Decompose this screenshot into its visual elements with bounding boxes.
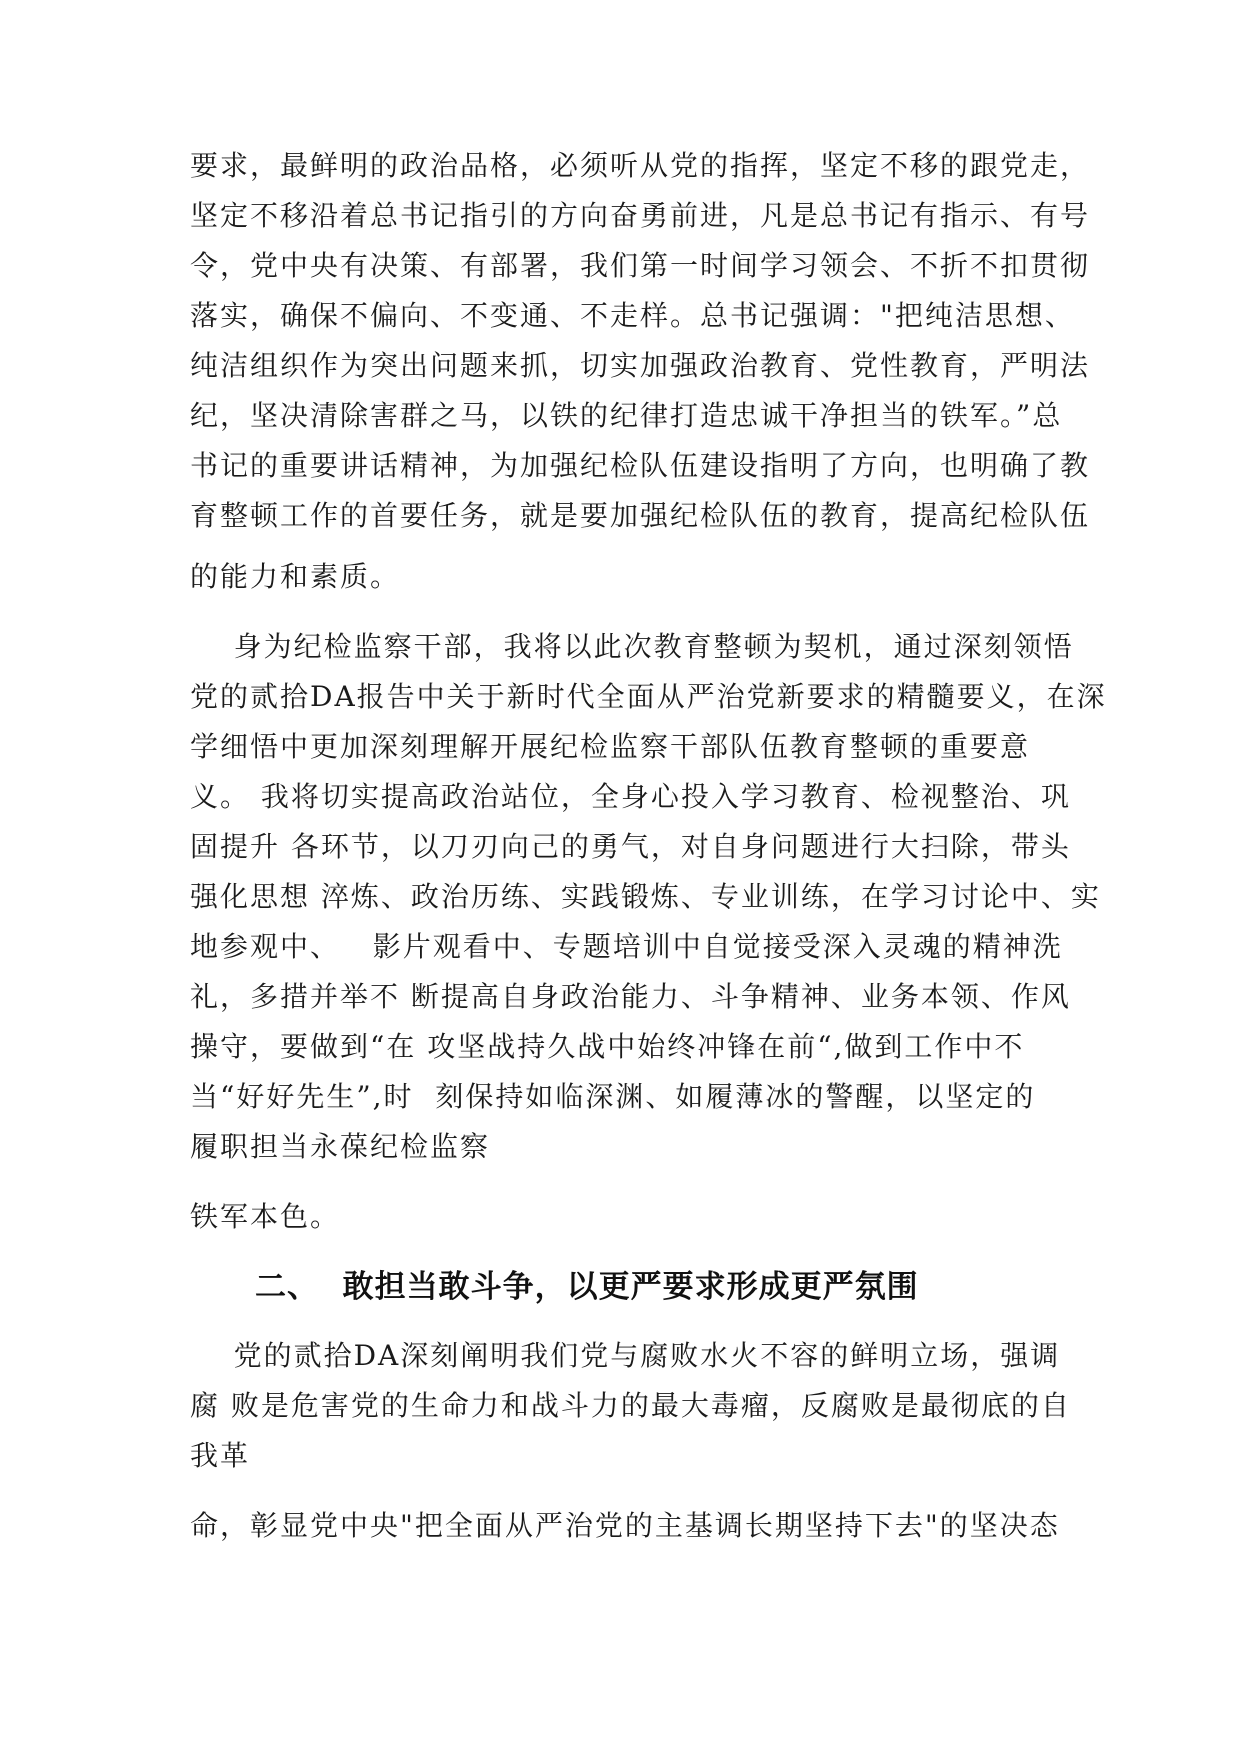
- body-text-line: 铁军本色。: [190, 1200, 341, 1233]
- body-text-line: 要求，最鲜明的政治品格，必须听从党的指挥，坚定不移的跟党走，: [190, 149, 1091, 182]
- body-text-line: 身为纪检监察干部，我将以此次教育整顿为契机，通过深刻领悟: [190, 630, 1074, 663]
- body-text-line: 地参观中、 影片观看中、专题培训中自觉接受深入灵魂的精神洗: [190, 930, 1063, 963]
- body-text-line: 礼，多措并举不 断提高自身政治能力、斗争精神、业务本领、作风: [190, 980, 1071, 1013]
- body-text-line: 我革: [190, 1439, 251, 1472]
- body-text-line: 强化思想 淬炼、政治历练、实践锻炼、专业训练，在学习讨论中、实: [190, 880, 1101, 913]
- body-text-line: 操守，要做到“在 攻坚战持久战中始终冲锋在前“,做到工作中不: [190, 1030, 1025, 1063]
- body-text-line: 坚定不移沿着总书记指引的方向奋勇前进，凡是总书记有指示、有号: [190, 199, 1091, 232]
- body-text-line: 命，彰显党中央"把全面从严治党的主基调长期坚持下去"的坚决态: [190, 1509, 1060, 1542]
- body-text-line: 的能力和素质。: [190, 560, 401, 593]
- body-text-line: 纯洁组织作为突出问题来抓，切实加强政治教育、党性教育，严明法: [190, 349, 1091, 382]
- body-text-line: 当“好好先生”,时 刻保持如临深渊、如履薄冰的警醒，以坚定的: [190, 1080, 1036, 1113]
- body-text-line: 令，党中央有决策、有部署，我们第一时间学习领会、不折不扣贯彻: [190, 249, 1091, 282]
- body-text-line: 固提升 各环节，以刀刃向己的勇气，对自身问题进行大扫除，带头: [190, 830, 1071, 863]
- body-text-line: 党的贰拾DA报告中关于新时代全面从严治党新要求的精髓要义，在深: [190, 680, 1107, 713]
- body-text-line: 学细悟中更加深刻理解开展纪检监察干部队伍教育整顿的重要意: [190, 730, 1031, 763]
- body-text-line: 党的贰拾DA深刻阐明我们党与腐败水火不容的鲜明立场，强调: [190, 1339, 1061, 1372]
- body-text-line: 育整顿工作的首要任务，就是要加强纪检队伍的教育，提高纪检队伍: [190, 499, 1091, 532]
- body-text-line: 腐 败是危害党的生命力和战斗力的最大毒瘤，反腐败是最彻底的自: [190, 1389, 1071, 1422]
- body-text-line: 纪，坚决清除害群之马，以铁的纪律打造忠诚干净担当的铁军。”总: [190, 399, 1063, 432]
- body-text-line: 落实，确保不偏向、不变通、不走样。总书记强调："把纯洁思想、: [190, 299, 1075, 332]
- section-heading: 二、 敢担当敢斗争，以更严要求形成更严氛围: [255, 1269, 919, 1305]
- body-text-line: 履职担当永葆纪检监察: [190, 1130, 491, 1163]
- body-text-line: 书记的重要讲话精神，为加强纪检队伍建设指明了方向，也明确了教: [190, 449, 1091, 482]
- body-text-line: 义。 我将切实提高政治站位，全身心投入学习教育、检视整治、巩: [190, 780, 1071, 813]
